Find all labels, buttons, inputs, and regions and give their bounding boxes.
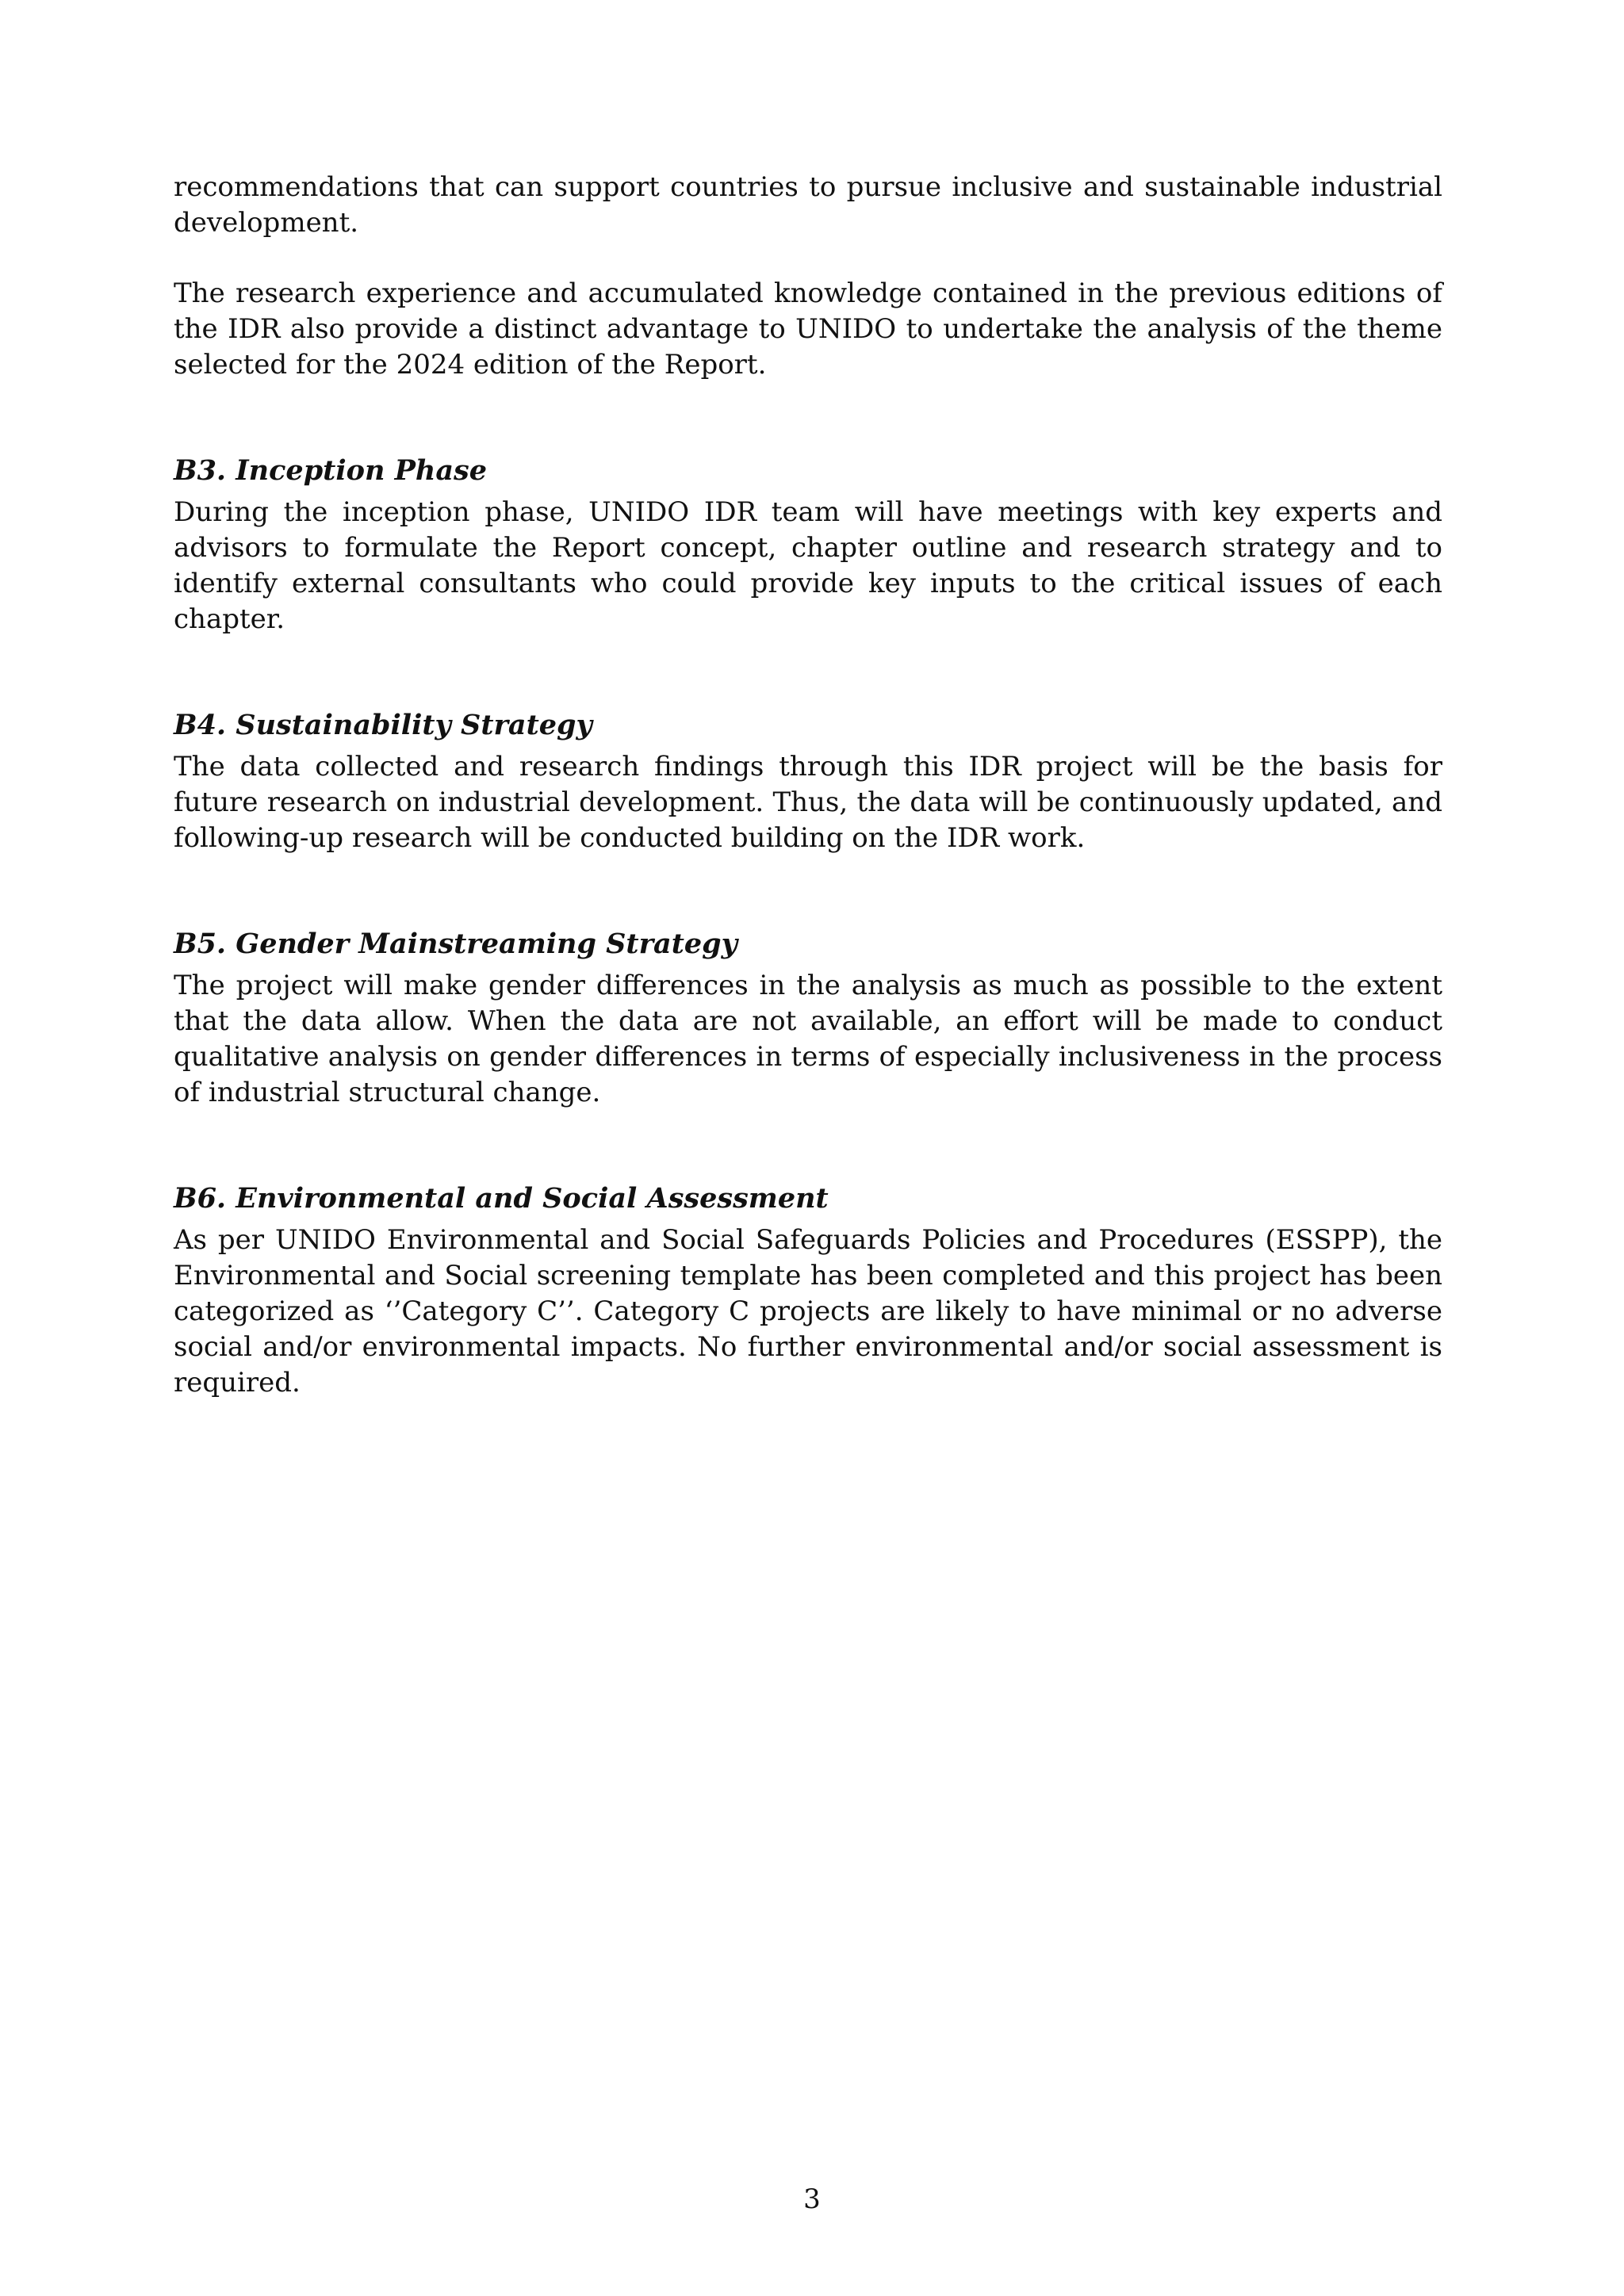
- section-heading: B6. Environmental and Social Assessment: [174, 1182, 829, 1215]
- section-inception-phase: [174, 453, 1442, 637]
- section-body: The data collected and research findings through this IDR project will be the basis for future research on industrial development. Thus, the data will be continuously updated, and following-up research will be conducted building on the IDR work.: [174, 751, 1442, 854]
- page-content: [174, 170, 1442, 1401]
- section-environmental-social-assessment: [174, 1181, 1442, 1401]
- section-sustainability-strategy: [174, 707, 1442, 856]
- section-heading: B3. Inception Phase: [174, 454, 488, 487]
- section-heading: B5. Gender Mainstreaming Strategy: [174, 928, 737, 960]
- intro-paragraph-continued: recommendations that can support countries to pursue inclusive and sustainable industrial development.: [174, 171, 1442, 239]
- page-number: 3: [803, 2183, 821, 2215]
- section-body: As per UNIDO Environmental and Social Safeguards Policies and Procedures (ESSPP), the Environmental and Social screening template has been completed and this project has been categorized as ‘’Category C’’. Category C projects are likely to have minimal or no adverse social and/or environmental impacts. No further environmental and/or social assessment is required.: [174, 1224, 1442, 1399]
- section-body: During the inception phase, UNIDO IDR team will have meetings with key experts and advisors to formulate the Report concept, chapter outline and research strategy and to identify external consultants who could provide key inputs to the critical issues of each chapter.: [174, 496, 1442, 635]
- section-heading: B4. Sustainability Strategy: [174, 709, 592, 741]
- section-body: The project will make gender differences in the analysis as much as possible to the extent that the data allow. When the data are not available, an effort will be made to conduct qualitative analysis on gender differences in terms of especially inclusiveness in the process of industrial structural change.: [174, 970, 1442, 1108]
- intro-paragraph-research-experience: The research experience and accumulated knowledge contained in the previous editions of the IDR also provide a distinct advantage to UNIDO to undertake the analysis of the theme selected for the 2024 edition of the Report.: [174, 277, 1442, 381]
- section-gender-mainstreaming-strategy: [174, 926, 1442, 1111]
